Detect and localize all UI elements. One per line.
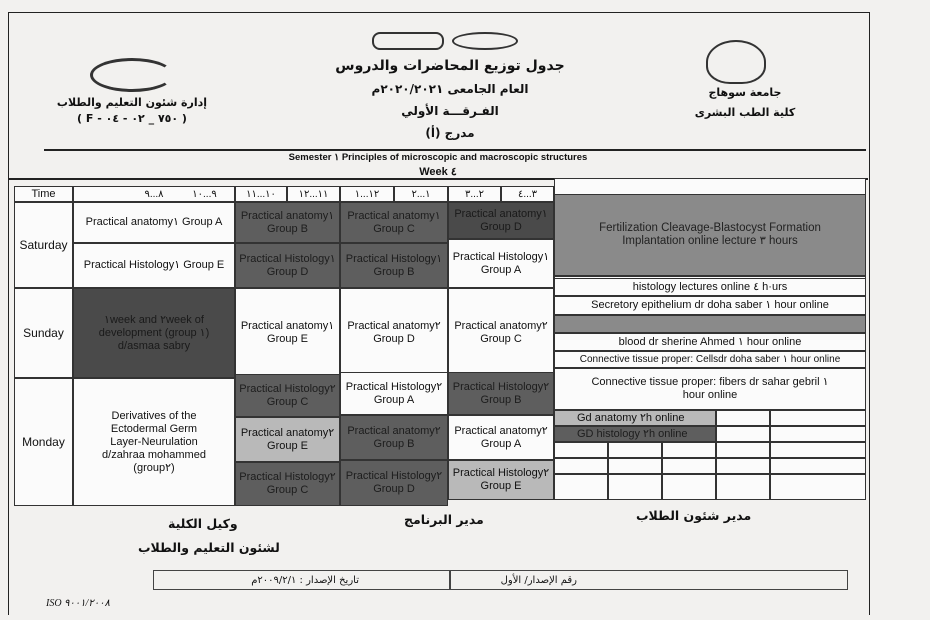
time-slot-8-9: ٨...٩ xyxy=(73,186,235,202)
sun-practical-anatomy-d: Practical anatomy٢ Group D xyxy=(340,288,448,378)
mon-blank-5 xyxy=(554,442,608,458)
sat-practical-histology-d: Practical Histology١ Group D xyxy=(235,243,340,288)
university-name: جامعة سوهاج xyxy=(708,86,782,99)
mon-blank-3 xyxy=(716,426,770,442)
sat-practical-anatomy-b: Practical anatomy١ Group B xyxy=(235,202,340,243)
quality-logo-left xyxy=(372,32,444,50)
sun-shaded-row xyxy=(554,315,866,333)
time-slot-11-12: ١١...١٢ xyxy=(287,186,340,202)
mon-practical-histology-d: Practical Histology٢ Group D xyxy=(340,460,448,506)
time-header: Time xyxy=(14,186,73,202)
sun-blood-lecture: blood dr sherine Ahmed ١ hour online xyxy=(554,333,866,351)
mon-blank-8 xyxy=(716,442,770,458)
mon-blank-12 xyxy=(662,458,716,474)
mon-practical-histology-c2: Practical Histology٢ Group C xyxy=(235,462,340,506)
mon-blank-13 xyxy=(716,458,770,474)
mon-blank-9 xyxy=(770,442,866,458)
sun-practical-anatomy-c: Practical anatomy٢ Group C xyxy=(448,288,554,378)
program-director-signature: مدير البرنامج xyxy=(404,512,484,527)
student-affairs-signature: مدير شئون الطلاب xyxy=(636,508,752,523)
mon-blank-1 xyxy=(716,410,770,426)
mon-blank-6 xyxy=(608,442,662,458)
mon-gd-anatomy: Gd anatomy ٢h online xyxy=(554,410,716,426)
mon-blank-7 xyxy=(662,442,716,458)
mon-blank-19 xyxy=(770,474,866,500)
vice-dean-signature-2: لشئون التعليم والطلاب xyxy=(138,540,280,555)
level: الفـرقـــة الأولي xyxy=(401,104,499,118)
mon-practical-histology-c1: Practical Histology٢ Group C xyxy=(235,374,340,417)
department-name: إدارة شئون التعليم والطلاب xyxy=(56,96,208,109)
academic-year: العام الجامعى ٢٠٢٠/٢٠٢١م xyxy=(371,82,529,96)
vice-dean-signature: وكيل الكلية xyxy=(168,516,238,531)
mon-blank-11 xyxy=(608,458,662,474)
mon-practical-anatomy-b: Practical anatomy٢ Group B xyxy=(340,415,448,460)
sat-online-lecture: Fertilization Cleavage-Blastocyst Formation Implantation online lecture ٣ hours xyxy=(554,194,866,276)
time-slot-3-4: ٣...٤ xyxy=(501,186,554,202)
week-line: Week ٤ xyxy=(419,166,457,178)
mon-blank-18 xyxy=(716,474,770,500)
time-slot-9-10: ٩...١٠ xyxy=(175,186,235,202)
quality-logo-right xyxy=(452,32,518,50)
mon-blank-14 xyxy=(770,458,866,474)
sat-practical-histology-e: Practical Histology١ Group E xyxy=(73,243,235,288)
mon-blank-15 xyxy=(554,474,608,500)
day-saturday: Saturday xyxy=(14,202,73,288)
sun-secretory-epithelium: Secretory epithelium dr doha saber ١ hour online xyxy=(554,296,866,315)
mon-blank-4 xyxy=(770,426,866,442)
time-slot-2-3: ٢...٣ xyxy=(448,186,501,202)
time-slot-12-1: ١٢...١ xyxy=(340,186,394,202)
sat-practical-anatomy-d: Practical anatomy١ Group D xyxy=(448,202,554,239)
time-slot-1-2: ١...٢ xyxy=(394,186,448,202)
sat-practical-histology-a: Practical Histology١ Group A xyxy=(448,239,554,288)
sun-practical-anatomy-e: Practical anatomy١ Group E xyxy=(235,288,340,378)
faculty-logo-left xyxy=(90,58,174,92)
day-monday: Monday xyxy=(14,378,73,506)
mon-practical-histology-e: Practical Histology٢ Group E xyxy=(448,460,554,500)
sun-development-lecture: ١week and ٢week of development (group ١) d/asmaa sabry xyxy=(73,288,235,378)
mon-blank-10 xyxy=(554,458,608,474)
sun-histology-online: histology lectures online ٤ h·urs xyxy=(554,278,866,296)
issue-date: تاريخ الإصدار : ٢٠٠٩/٢/١م xyxy=(153,570,450,590)
sat-practical-anatomy-c: Practical anatomy١ Group C xyxy=(340,202,448,243)
mon-practical-anatomy-a: Practical anatomy٢ Group A xyxy=(448,415,554,460)
mon-derivatives-lecture: Derivatives of the Ectodermal Germ Layer-Neurulation d/zahraa mohammed (group٢) xyxy=(73,378,235,506)
semester-line: Semester ١ Principles of microscopic and macroscopic structures xyxy=(288,152,588,163)
mon-blank-2 xyxy=(770,410,866,426)
sat-practical-histology-b: Practical Histology١ Group B xyxy=(340,243,448,288)
day-sunday: Sunday xyxy=(14,288,73,378)
form-code: ( F - ٧٥٠ _ ٠٢ - ٠٤ ) xyxy=(77,112,187,125)
mon-blank-16 xyxy=(608,474,662,500)
faculty-name: كلية الطب البشرى xyxy=(694,106,796,119)
mon-practical-histology-b: Practical Histology٢ Group B xyxy=(448,372,554,415)
sun-connective-cells: Connective tissue proper: Cellsdr doha saber ١ hour online xyxy=(554,351,866,368)
mon-practical-histology-a: Practical Histology٢ Group A xyxy=(340,372,448,415)
university-seal xyxy=(706,40,766,84)
header-divider xyxy=(44,149,866,151)
sat-practical-anatomy-a: Practical anatomy١ Group A xyxy=(73,202,235,243)
hall: مدرج (أ) xyxy=(425,126,475,140)
mon-practical-anatomy-e: Practical anatomy٢ Group E xyxy=(235,417,340,462)
issue-number: رقم الإصدار/ الأول xyxy=(450,570,848,590)
mon-blank-17 xyxy=(662,474,716,500)
mon-gd-histology: GD histology ٢h online xyxy=(554,426,716,442)
mon-connective-fibers: Connective tissue proper: fibers dr sahar gebril ١ hour online xyxy=(554,368,866,410)
schedule-title: جدول توزيع المحاضرات والدروس xyxy=(335,58,565,74)
iso-label: ISO ٩٠٠١/٢٠٠٨ xyxy=(46,598,110,609)
time-slot-10-11: ١٠...١١ xyxy=(235,186,287,202)
